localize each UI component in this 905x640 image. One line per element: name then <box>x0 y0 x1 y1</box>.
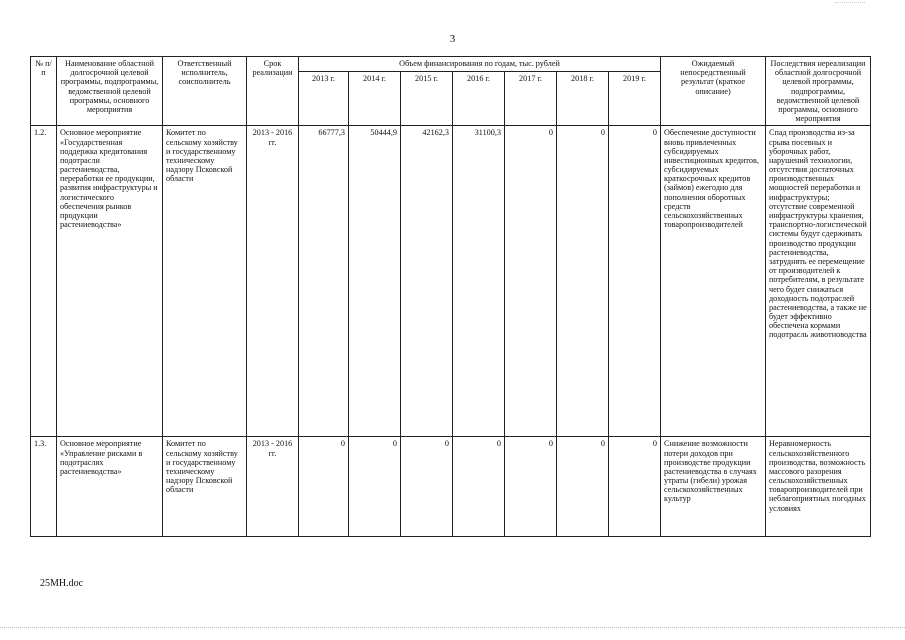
header-period: Срок реализации <box>247 57 299 126</box>
funding-value: 50444,9 <box>349 126 401 437</box>
executor: Комитет по сельскому хозяйству и государственному техническому надзору Псковской области <box>163 126 247 437</box>
header-result: Ожидаемый непосредственный результат (краткое описание) <box>661 57 766 126</box>
funding-value: 42162,3 <box>401 126 453 437</box>
header-consequences: Последствия нереализации областной долгосрочной целевой программы, подпрограммы, ведомственной целевой программы, основного мероприятия <box>766 57 871 126</box>
header-year: 2015 г. <box>401 72 453 126</box>
header-executor: Ответственный исполнитель, соисполнитель <box>163 57 247 126</box>
header-year: 2019 г. <box>609 72 661 126</box>
program-activities-table <box>30 56 871 537</box>
header-year: 2013 г. <box>299 72 349 126</box>
header-year: 2017 г. <box>505 72 557 126</box>
funding-value: 66777,3 <box>299 126 349 437</box>
consequences: Неравномерность сельскохозяйственного производства, возможность массового разорения сельскохозяйственных товаропроизводителей при неблагоприятных погодных условиях <box>766 437 871 537</box>
funding-value: 0 <box>453 437 505 537</box>
header-name: Наименование областной долгосрочной целевой программы, подпрограммы, ведомственной целевой программы, основного мероприятия <box>57 57 163 126</box>
activity-name: Основное мероприятие «Государственная поддержка кредитования подотрасли растениеводства, переработки ее продукции, развития инфраструктуры и логистического обеспечения рынков продукции растениеводства» <box>57 126 163 437</box>
expected-result: Снижение возможности потери доходов при производстве продукции растениеводства в случаях утраты (гибели) урожая сельскохозяйственных культур <box>661 437 766 537</box>
row-number: 1.3. <box>31 437 57 537</box>
header-year: 2018 г. <box>557 72 609 126</box>
period: 2013 - 2016 гг. <box>247 437 299 537</box>
funding-value: 0 <box>557 126 609 437</box>
scan-artifact <box>835 2 865 4</box>
funding-value: 0 <box>349 437 401 537</box>
header-year: 2014 г. <box>349 72 401 126</box>
funding-value: 31100,3 <box>453 126 505 437</box>
header-year: 2016 г. <box>453 72 505 126</box>
header-funding-group: Объем финансирования по годам, тыс. рублей <box>299 57 661 72</box>
row-number: 1.2. <box>31 126 57 437</box>
funding-value: 0 <box>609 126 661 437</box>
footer-filename: 25МН.doc <box>40 578 84 589</box>
header-num: № п/п <box>31 57 57 126</box>
executor: Комитет по сельскому хозяйству и государственному техническому надзору Псковской области <box>163 437 247 537</box>
expected-result: Обеспечение доступности вновь привлеченных субсидируемых инвестиционных кредитов, субсидируемых краткосрочных кредитов (займов) ежегодно для пополнения оборотных средств сельскохозяйственных товаропроизводителей <box>661 126 766 437</box>
scan-edge-line <box>0 627 905 629</box>
period: 2013 - 2016 гг. <box>247 126 299 437</box>
funding-value: 0 <box>557 437 609 537</box>
activity-name: Основное мероприятие «Управление рисками в подотраслях растениеводства» <box>57 437 163 537</box>
funding-value: 0 <box>505 126 557 437</box>
funding-value: 0 <box>299 437 349 537</box>
funding-value: 0 <box>609 437 661 537</box>
page-number: 3 <box>449 33 456 45</box>
table-row <box>31 437 871 537</box>
funding-value: 0 <box>505 437 557 537</box>
funding-value: 0 <box>401 437 453 537</box>
table-row <box>31 126 871 437</box>
consequences: Спад производства из-за срыва посевных и уборочных работ, нарушений технологии, отсутствия достаточных производственных мощностей переработки и инфраструктуры; отсутствие современной инфраструктуры хранения, транспортно-логистической системы будут сдерживать производство продукции растениеводства, затруднять ее перемещение от производителей к потребителям, в результате чего будет снижаться доходность подотраслей растениеводства, а также не будет эффективно обеспечена кормами подотрасль животноводства <box>766 126 871 437</box>
header-row-top <box>31 57 871 72</box>
